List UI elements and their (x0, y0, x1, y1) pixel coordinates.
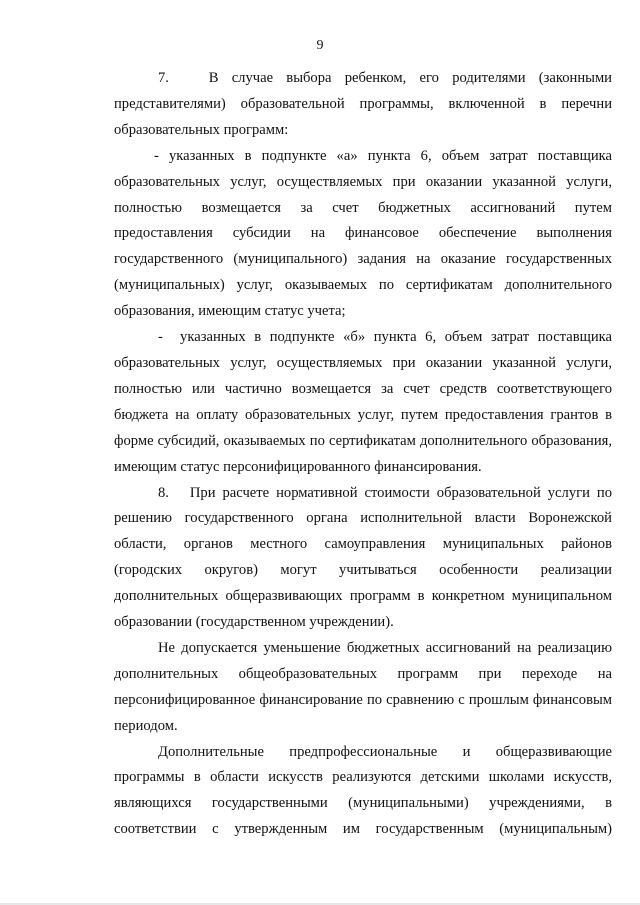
paragraph-dash-b: - указанных в подпункте «б» пункта 6, объем затрат поставщика образовательных услуг, осуществляемых при оказании указанной услуги, полностью или частично возмещается за счет средств соответствующего бюджета на оплату образовательных услуг, путем предоставления грантов в форме субсидий, оказываемых по сертификатам дополнительного образования, имеющим статус персонифицированного финансирования. (114, 329, 612, 475)
paragraph-arts-programs: Дополнительные предпрофессиональные и общеразвивающие программы в области искусств реализуются детскими школами искусств, являющихся государственными (муниципальными) учреждениями, в соответствии с утвержденным им государственным (муниципальным) (114, 743, 612, 838)
paragraph-8: 8. При расчете нормативной стоимости образовательной услуги по решению государственного органа исполнительной власти Воронежской области, органов местного самоуправления муниципальных районов (городских округов) могут учитываться особенности реализации дополнительных общеразвивающих программ в конкретном муниципальном образовании (государственном учреждении). (114, 484, 612, 631)
paragraph-7: 7. В случае выбора ребенком, его родителями (законными представителями) образовательной программы, включенной в перечни образовательных программ: (114, 70, 612, 138)
document-body (114, 66, 612, 843)
paragraph-budget: Не допускается уменьшение бюджетных ассигнований на реализацию дополнительных общеобразовательных программ при переходе на персонифицированное финансирование по сравнению с прошлым финансовым периодом. (114, 639, 612, 734)
page-number: 9 (316, 38, 324, 53)
paragraph-dash-a: - указанных в подпункте «а» пункта 6, объем затрат поставщика образовательных услуг, осуществляемых при оказании указанной услуги, полностью возмещается за счет бюджетных ассигнований путем предоставления субсидии на финансовое обеспечение выполнения государственного (муниципального) задания на оказание государственных (муниципальных) услуг, оказываемых по сертификатам дополнительного образования, имеющим статус учета; (114, 147, 612, 320)
